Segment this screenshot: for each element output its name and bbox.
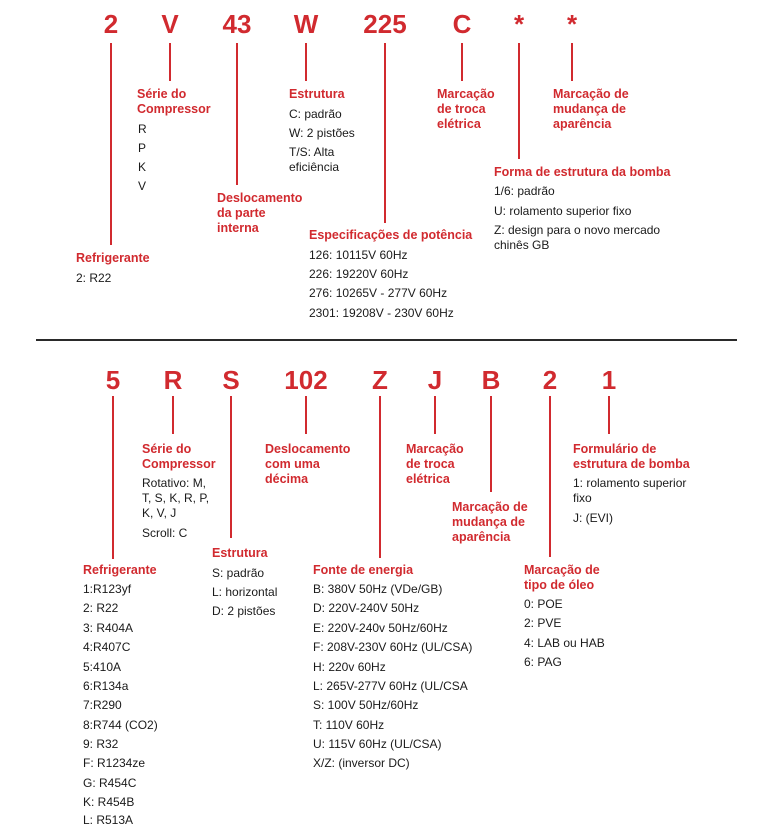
list-item: 9: R32 bbox=[83, 737, 119, 751]
list-item: Scroll: C bbox=[142, 526, 188, 540]
list-item: 2: R22 bbox=[76, 271, 112, 285]
code-char: 5 bbox=[105, 365, 121, 395]
list-item: T/S: Alta eficiência bbox=[289, 145, 340, 174]
label-compressor-series: Série do Compressor bbox=[137, 87, 211, 116]
list-item: 1/6: padrão bbox=[494, 184, 555, 198]
list-item: K bbox=[138, 160, 147, 174]
label-displacement: Deslocamento da parte interna bbox=[217, 191, 303, 235]
list-item: P bbox=[138, 141, 147, 155]
list-item: F: R1234ze bbox=[83, 756, 146, 770]
connector-line bbox=[518, 43, 520, 159]
list-item: 2: PVE bbox=[524, 616, 562, 630]
list-item: 126: 10115V 60Hz bbox=[309, 248, 408, 262]
connector-line bbox=[112, 396, 114, 559]
label-oil-type: Marcação de tipo de óleo bbox=[524, 563, 600, 592]
list-item: D: 220V-240V 50Hz bbox=[313, 601, 420, 615]
list-item: 4:R407C bbox=[83, 640, 131, 654]
label-power-spec: Especificações de potência bbox=[309, 228, 473, 242]
list-item: 1:R123yf bbox=[83, 582, 132, 596]
list-item: 6:R134a bbox=[83, 679, 129, 693]
list-item: 3: R404A bbox=[83, 621, 134, 635]
list-item: 226: 19220V 60Hz bbox=[309, 267, 409, 281]
code-char: Z bbox=[372, 365, 388, 395]
connector-line bbox=[490, 396, 492, 492]
list-item: 2301: 19208V - 230V 60Hz bbox=[309, 306, 454, 320]
list-item: 1: rolamento superior fixo bbox=[573, 476, 687, 505]
code-char: * bbox=[513, 9, 525, 39]
list-item: S: padrão bbox=[212, 566, 265, 580]
connector-line bbox=[230, 396, 232, 538]
list-item: L: R513A bbox=[83, 813, 134, 827]
list-item: X/Z: (inversor DC) bbox=[313, 756, 410, 770]
label-power-source: Fonte de energia bbox=[313, 563, 414, 577]
code-char: V bbox=[161, 9, 179, 39]
connector-line bbox=[608, 396, 610, 434]
label-compressor-series: Série do Compressor bbox=[142, 442, 216, 471]
label-pump-structure: Forma de estrutura da bomba bbox=[494, 165, 671, 179]
list-item: 4: LAB ou HAB bbox=[524, 636, 605, 650]
code-char: 2 bbox=[542, 365, 558, 395]
list-item: C: padrão bbox=[289, 107, 342, 121]
code-char: 225 bbox=[363, 9, 407, 39]
connector-line bbox=[305, 43, 307, 81]
list-item: G: R454C bbox=[83, 776, 137, 790]
list-item: 7:R290 bbox=[83, 698, 122, 712]
list-item: L: horizontal bbox=[212, 585, 278, 599]
label-electrical-change: Marcação de troca elétrica bbox=[437, 87, 495, 131]
list-item: 8:R744 (CO2) bbox=[83, 718, 158, 732]
code-char: * bbox=[566, 9, 578, 39]
connector-line bbox=[549, 396, 551, 557]
label-structure: Estrutura bbox=[289, 87, 345, 101]
list-item: Rotativo: M, T, S, K, R, P, K, V, J bbox=[142, 476, 210, 520]
list-item: V bbox=[138, 179, 147, 193]
code-char: 2 bbox=[103, 9, 119, 39]
list-item: W: 2 pistões bbox=[289, 126, 355, 140]
list-item: T: 110V 60Hz bbox=[313, 718, 385, 732]
code-char: J bbox=[427, 365, 443, 395]
list-item: S: 100V 50Hz/60Hz bbox=[313, 698, 419, 712]
connector-line bbox=[571, 43, 573, 81]
connector-line bbox=[169, 43, 171, 81]
connector-line bbox=[236, 43, 238, 185]
list-item: 5:410A bbox=[83, 660, 122, 674]
list-item: U: 115V 60Hz (UL/CSA) bbox=[313, 737, 442, 751]
list-item: U: rolamento superior fixo bbox=[494, 204, 632, 218]
code-char: R bbox=[163, 365, 183, 395]
label-displacement: Deslocamento com uma décima bbox=[265, 442, 351, 486]
code-char: 43 bbox=[222, 9, 252, 39]
code-char: 1 bbox=[601, 365, 617, 395]
connector-line bbox=[305, 396, 307, 434]
code-char: C bbox=[452, 9, 472, 39]
list-item: R bbox=[138, 122, 147, 136]
list-item: 0: POE bbox=[524, 597, 563, 611]
list-item: J: (EVI) bbox=[573, 511, 614, 525]
list-item: E: 220V-240v 50Hz/60Hz bbox=[313, 621, 448, 635]
section-divider bbox=[36, 339, 737, 341]
list-item: 276: 10265V - 277V 60Hz bbox=[309, 286, 448, 300]
code-char: B bbox=[481, 365, 501, 395]
code-char: 102 bbox=[284, 365, 328, 395]
label-pump-form: Formulário de estrutura de bomba bbox=[573, 442, 690, 471]
connector-line bbox=[379, 396, 381, 558]
label-electrical-change: Marcação de troca elétrica bbox=[406, 442, 464, 486]
list-item: B: 380V 50Hz (VDe/GB) bbox=[313, 582, 443, 596]
label-appearance-change: Marcação de mudança de aparência bbox=[553, 87, 629, 131]
connector-line bbox=[384, 43, 386, 223]
list-item: D: 2 pistões bbox=[212, 604, 276, 618]
connector-line bbox=[461, 43, 463, 81]
label-refrigerant: Refrigerante bbox=[76, 251, 150, 265]
connector-line bbox=[172, 396, 174, 434]
connector-line bbox=[434, 396, 436, 434]
list-item: 2: R22 bbox=[83, 601, 119, 615]
list-item: L: 265V-277V 60Hz (UL/CSA bbox=[313, 679, 468, 693]
label-structure: Estrutura bbox=[212, 546, 268, 560]
list-item: 6: PAG bbox=[524, 655, 562, 669]
list-item: F: 208V-230V 60Hz (UL/CSA) bbox=[313, 640, 473, 654]
list-item: K: R454B bbox=[83, 795, 135, 809]
list-item: Z: design para o novo mercado chinês GB bbox=[494, 223, 661, 252]
connector-line bbox=[110, 43, 112, 245]
code-char: W bbox=[293, 9, 319, 39]
code-char: S bbox=[222, 365, 240, 395]
label-refrigerant: Refrigerante bbox=[83, 563, 157, 577]
list-item: H: 220v 60Hz bbox=[313, 660, 386, 674]
label-appearance-change: Marcação de mudança de aparência bbox=[452, 500, 528, 544]
